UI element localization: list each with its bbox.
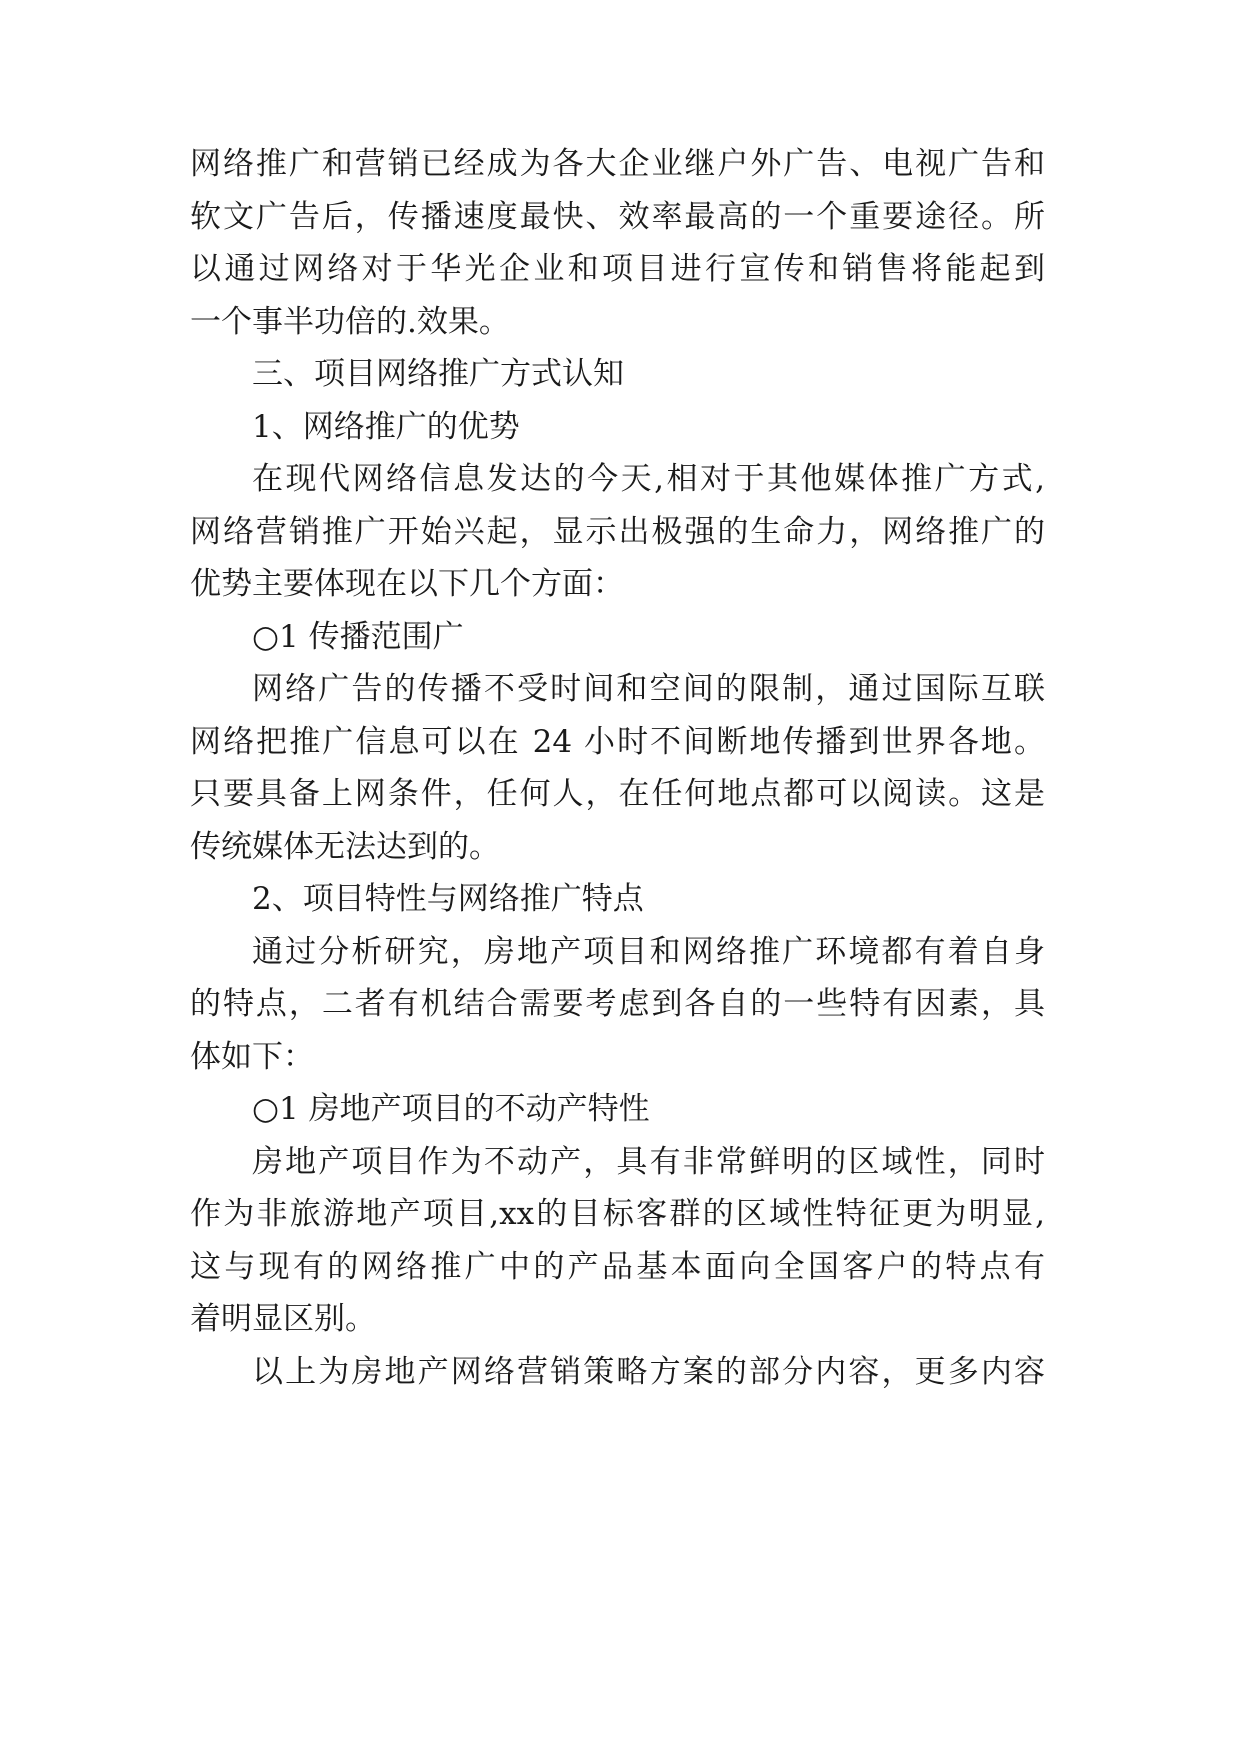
text-line: 在现代网络信息发达的今天,相对于其他媒体推广方式,	[252, 461, 1045, 497]
text-line: 网络广告的传播不受时间和空间的限制，通过国际互联	[252, 671, 1045, 707]
text-line: 网络把推广信息可以在 24 小时不间断地传播到世界各地。	[190, 723, 1045, 760]
text-line: 着明显区别。	[190, 1301, 376, 1337]
text-line: 三、项目网络推广方式认知	[252, 356, 624, 392]
text-line: 体如下：	[190, 1038, 314, 1075]
text-line: 以上为房地产网络营销策略方案的部分内容，更多内容	[252, 1353, 1045, 1390]
text-line: ○1 房地产项目的不动产特性	[252, 1091, 650, 1127]
text-line: 作为非旅游地产项目,xx的目标客群的区域性特征更为明显,	[190, 1196, 1045, 1232]
text-line: 2、项目特性与网络推广特点	[252, 881, 644, 917]
text-line: 1、网络推广的优势	[252, 408, 520, 445]
text-line: 网络推广和营销已经成为各大企业继户外广告、电视广告和	[190, 146, 1045, 182]
text-line: 通过分析研究，房地产项目和网络推广环境都有着自身	[252, 933, 1045, 970]
text-line: 网络营销推广开始兴起，显示出极强的生命力，网络推广的	[190, 513, 1045, 550]
text-line: 这与现有的网络推广中的产品基本面向全国客户的特点有	[190, 1248, 1045, 1285]
text-line: 软文广告后，传播速度最快、效率最高的一个重要途径。所	[190, 198, 1045, 235]
text-line: 房地产项目作为不动产，具有非常鲜明的区域性，同时	[252, 1143, 1045, 1180]
text-line: 一个事半功倍的.效果。	[190, 303, 510, 340]
text-line: 以通过网络对于华光企业和项目进行宣传和销售将能起到	[190, 251, 1045, 287]
text-line: ○1 传播范围广	[252, 618, 464, 655]
text-line: 的特点，二者有机结合需要考虑到各自的一些特有因素，具	[190, 986, 1045, 1022]
text-line: 只要具备上网条件，任何人，在任何地点都可以阅读。这是	[190, 776, 1045, 812]
text-line: 优势主要体现在以下几个方面：	[190, 566, 624, 602]
text-line: 传统媒体无法达到的。	[190, 828, 500, 865]
